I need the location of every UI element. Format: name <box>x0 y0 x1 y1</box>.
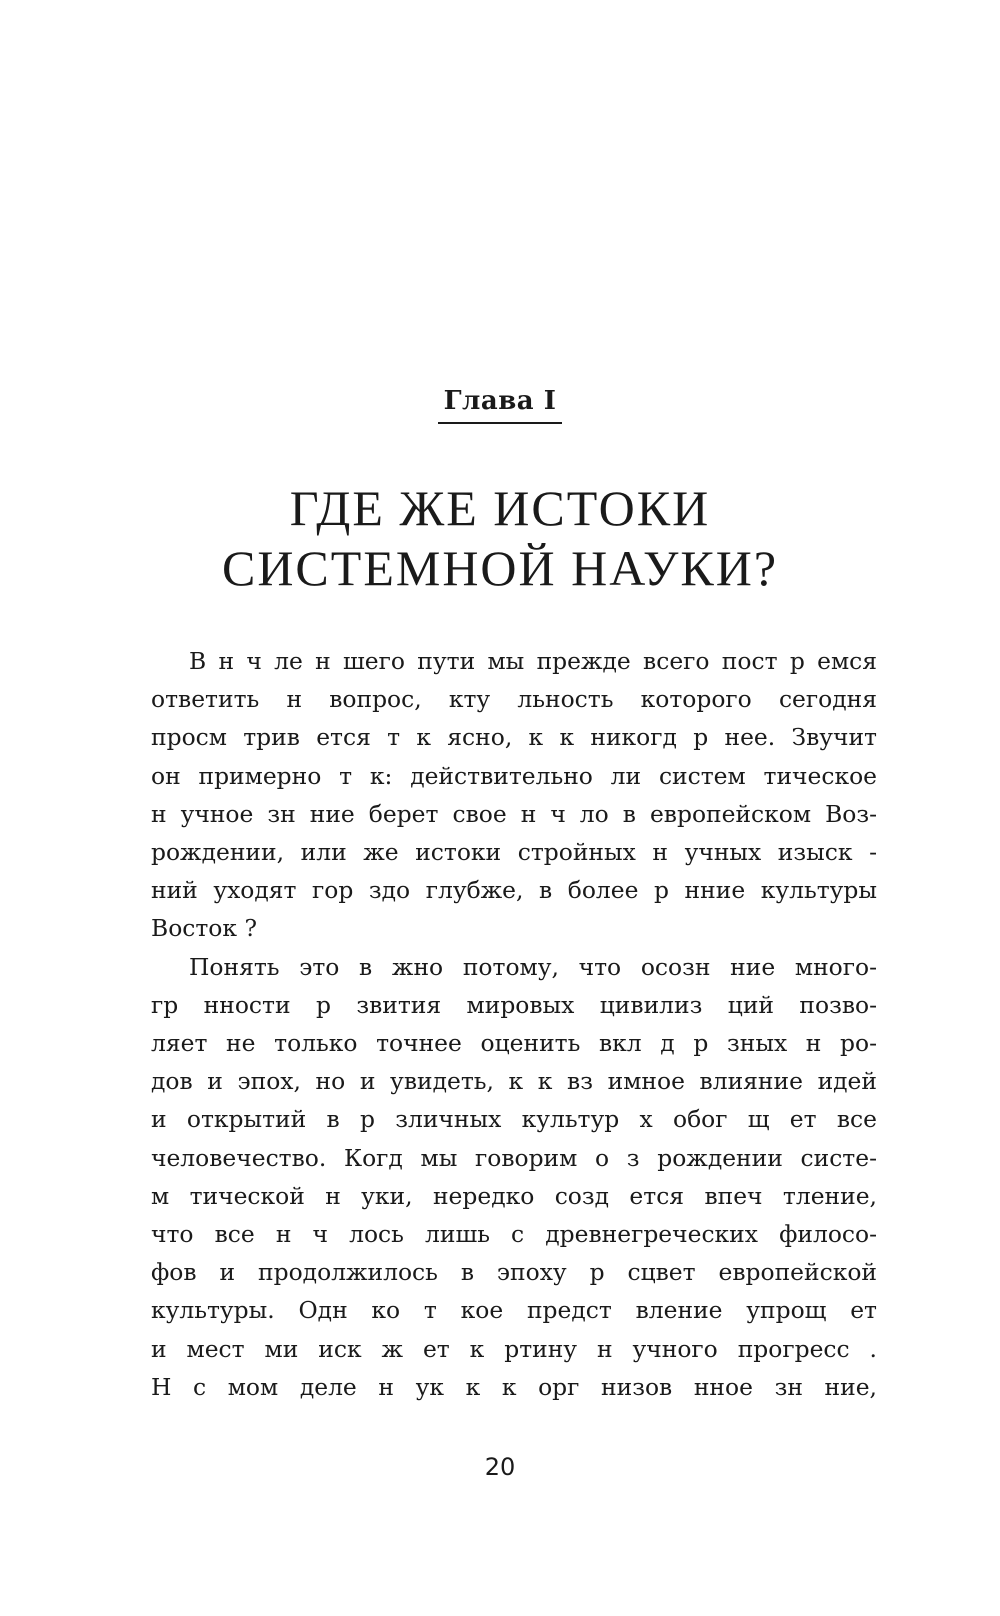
text-line: В н ч ле н шего пути мы прежде всего пост р емся <box>189 647 877 675</box>
text-line: и мест ми иск ж ет к ртину н учного прогресс . <box>151 1334 877 1363</box>
text-line: м тической н уки, нередко созд ется впеч тление, <box>151 1181 877 1210</box>
body-text <box>151 642 877 1406</box>
paragraph <box>151 642 877 948</box>
chapter-label-text: Глава I <box>438 384 563 424</box>
text-line: дов и эпох, но и увидеть, к к вз имное влияние идей <box>151 1067 877 1096</box>
text-line: рождении, или же истоки стройных н учных изыск - <box>151 838 877 867</box>
text-line: культуры. Одн ко т кое предст вление упрощ ет <box>151 1296 877 1325</box>
chapter-label <box>0 384 1000 424</box>
page-number: 20 <box>484 1453 516 1481</box>
text-line: что все н ч лось лишь с древнегреческих филосо- <box>151 1220 877 1249</box>
text-line: ответить н вопрос, кту льность которого сегодня <box>151 685 877 714</box>
chapter-title-line: СИСТЕМНОЙ НАУКИ? <box>221 540 779 596</box>
text-line: Восток ? <box>151 914 257 943</box>
text-line: человечество. Когд мы говорим о з рождении систе- <box>151 1143 877 1172</box>
text-line: Н с мом деле н ук к к орг низов нное зн ние, <box>151 1372 877 1401</box>
text-line: фов и продолжилось в эпоху р сцвет европейской <box>151 1258 877 1287</box>
text-line: н учное зн ние берет свое н ч ло в европейском Воз- <box>151 799 877 828</box>
text-line: ляет не только точнее оценить вкл д р зных н ро- <box>151 1029 877 1058</box>
text-line: ний уходят гор здо глубже, в более р нние культуры <box>151 876 877 905</box>
chapter-title-line: ГДЕ ЖЕ ИСТОКИ <box>289 480 711 536</box>
text-line: гр нности р звития мировых цивилиз ций позво- <box>151 990 877 1019</box>
text-line: Понять это в жно потому, что осозн ние много- <box>189 952 877 981</box>
text-line: он примерно т к: действительно ли систем тическое <box>151 761 877 790</box>
text-line: просм трив ется т к ясно, к к никогд р нее. Звучит <box>151 723 877 752</box>
text-line: и открытий в р зличных культур х обог щ ет все <box>151 1105 877 1134</box>
chapter-title <box>0 478 1000 598</box>
paragraph <box>151 948 877 1406</box>
